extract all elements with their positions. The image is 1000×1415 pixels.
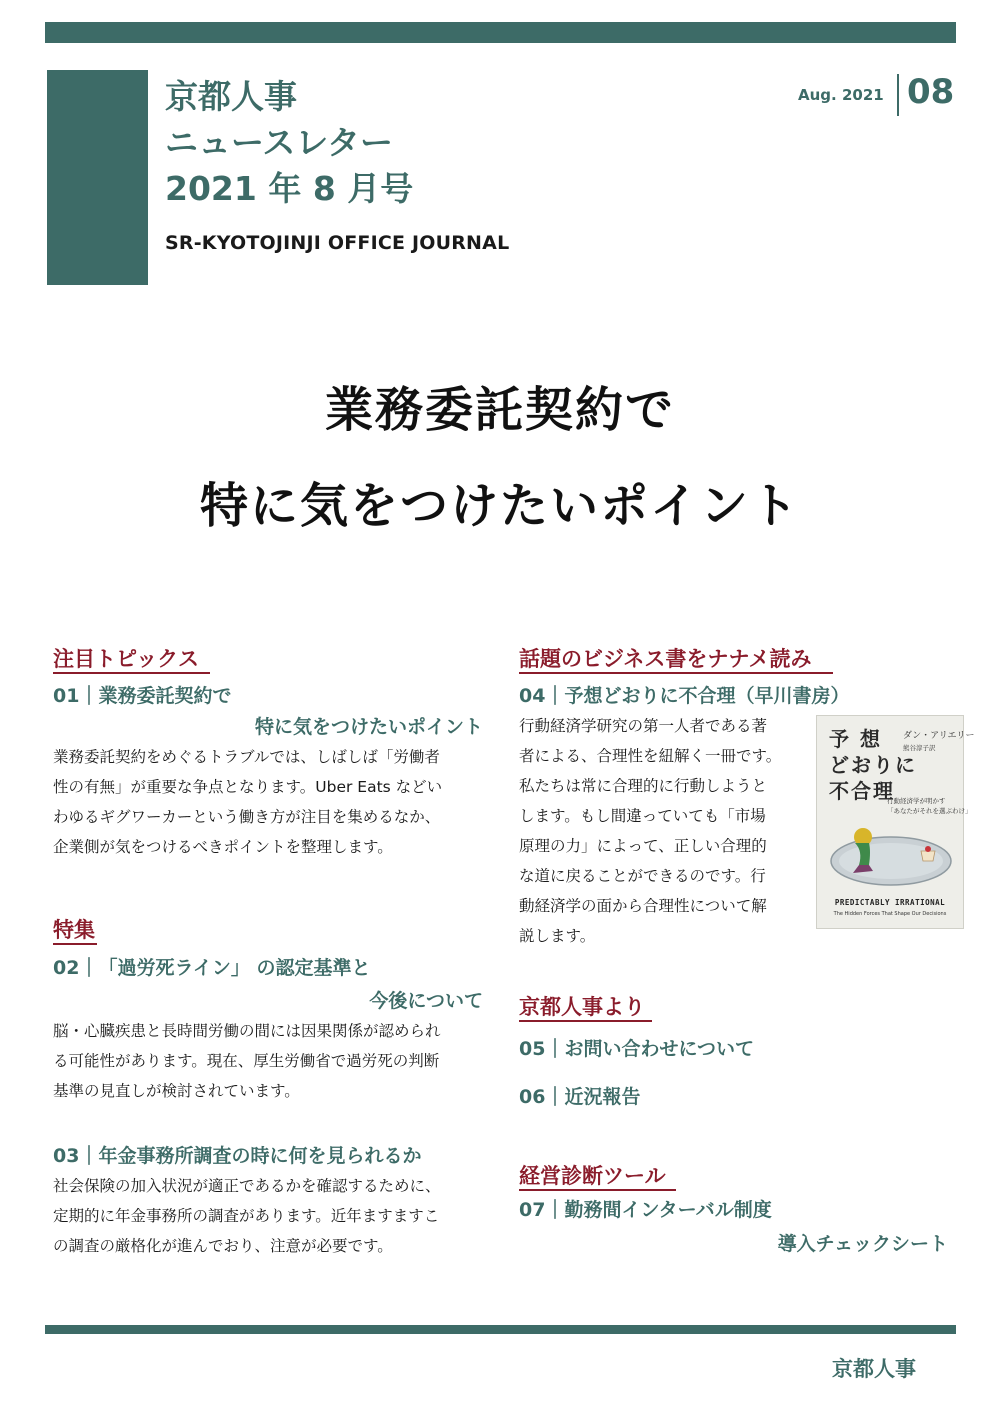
article-02-body [53, 1016, 493, 1106]
book-cover-title-line: 不合理 [829, 779, 895, 803]
article-02-title-line1[interactable]: 02｜「過労死ライン」 の認定基準と [53, 957, 371, 979]
article-04-body-line: 行動経済学研究の第一人者である著 [519, 717, 768, 735]
book-cover-subtitle-line: 「あなたがそれを選ぶわけ」 [887, 807, 972, 815]
article-04-body-line: 者による、合理性を紐解く一冊です。 [519, 747, 782, 765]
article-04-body-line: 動経済学の面から合理性について解 [519, 897, 767, 915]
article-01-title-line2[interactable]: 特に気をつけたいポイント [254, 716, 483, 738]
newsletter-title [165, 74, 413, 212]
article-04-body-line: します。もし間違っていても「市場 [519, 807, 766, 825]
article-07-title-line1[interactable]: 07｜勤務間インターバル制度 [519, 1199, 772, 1221]
article-01-title-line1[interactable]: 01｜業務委託契約で [53, 685, 232, 707]
article-04-body-line: 説します。 [519, 927, 596, 945]
section-title-books: 話題のビジネス書をナナメ読み [519, 647, 812, 671]
article-02-body-line: る可能性があります。現在、厚生労働省で過労死の判断 [53, 1052, 440, 1070]
journal-name: SR-KYOTOJINJI OFFICE JOURNAL [165, 232, 510, 254]
section-rule-books [519, 672, 833, 674]
top-bar [45, 22, 956, 43]
book-cover-subtitle-line: 行動経済学が明かす [887, 797, 946, 805]
article-03-body-line: 社会保険の加入状況が適正であるかを確認するために、 [53, 1177, 441, 1195]
issue-date: Aug. 2021 [798, 86, 884, 104]
article-01-body-line: 企業側が気をつけるべきポイントを整理します。 [53, 838, 393, 856]
article-03-body-line: 定期的に年金事務所の調査があります。近年ますますこ [53, 1207, 440, 1225]
bottom-bar [45, 1325, 956, 1334]
article-04-body-line: な道に戻ることができるのです。行 [519, 867, 766, 885]
article-07-title-line2[interactable]: 導入チェックシート [777, 1233, 948, 1255]
article-06-title[interactable]: 06｜近況報告 [519, 1086, 641, 1108]
section-title-topics: 注目トピックス [53, 647, 199, 671]
book-cover-title-line: どおりに [829, 753, 917, 777]
footer-office-name: 京都人事 [832, 1357, 916, 1381]
book-cover-author-name: ダン・アリエリー [903, 731, 975, 741]
title-line-2: ニュースレター [165, 123, 394, 162]
book-cover-subtitle [887, 796, 972, 816]
book-cover-title-line: 予 想 [829, 727, 882, 751]
article-04-title[interactable]: 04｜予想どおりに不合理（早川書房） [519, 685, 850, 707]
section-rule-tools [519, 1189, 676, 1191]
article-04-body-line: 原理の力」によって、正しい合理的 [519, 837, 767, 855]
main-headline [0, 362, 1000, 554]
article-01-body-line: わゆるギグワーカーという働き方が注目を集めるなか、 [53, 808, 441, 826]
article-01-body-line: 業務委託契約をめぐるトラブルでは、しばしば「労働者 [53, 748, 440, 766]
section-rule-office [519, 1020, 652, 1022]
article-01-body [53, 742, 493, 862]
issue-divider [897, 74, 899, 116]
book-cover-english-subtitle: The Hidden Forces That Shape Our Decisions [833, 911, 947, 917]
issue-number: 08 [907, 72, 955, 112]
book-cover-image [816, 715, 975, 929]
section-title-office: 京都人事より [519, 995, 645, 1019]
headline-line-2: 特に気をつけたいポイント [199, 478, 800, 534]
article-03-body [53, 1171, 493, 1261]
title-line-1: 京都人事 [165, 77, 297, 116]
article-03-body-line: の調査の厳格化が進んでおり、注意が必要です。 [53, 1237, 393, 1255]
title-line-3: 2021 年 8 月号 [165, 169, 414, 208]
article-02-title-line2[interactable]: 今後について [369, 990, 483, 1012]
book-cover-author [903, 730, 975, 754]
article-05-title[interactable]: 05｜お問い合わせについて [519, 1038, 755, 1060]
article-04-body-line: 私たちは常に合理的に行動しようと [519, 777, 768, 795]
header-side-block [47, 70, 148, 285]
book-cover-illustration [829, 821, 953, 891]
article-02-body-line: 脳・心臓疾患と長時間労働の間には因果関係が認められ [53, 1022, 441, 1040]
headline-line-1: 業務委託契約で [324, 382, 675, 438]
section-title-tools: 経営診断ツール [519, 1164, 666, 1188]
article-04-body [519, 711, 809, 951]
article-01-body-line: 性の有無」が重要な争点となります。Uber Eats などい [53, 778, 443, 796]
section-rule-feature [53, 943, 97, 945]
section-rule-topics [53, 672, 210, 674]
article-02-body-line: 基準の見直しが検討されています。 [53, 1082, 300, 1100]
book-cover-translator: 熊谷淳子訳 [903, 744, 936, 752]
section-title-feature: 特集 [53, 918, 95, 942]
article-03-title[interactable]: 03｜年金事務所調査の時に何を見られるか [53, 1145, 422, 1167]
book-cover-english-title: PREDICTABLY IRRATIONAL [834, 898, 946, 907]
